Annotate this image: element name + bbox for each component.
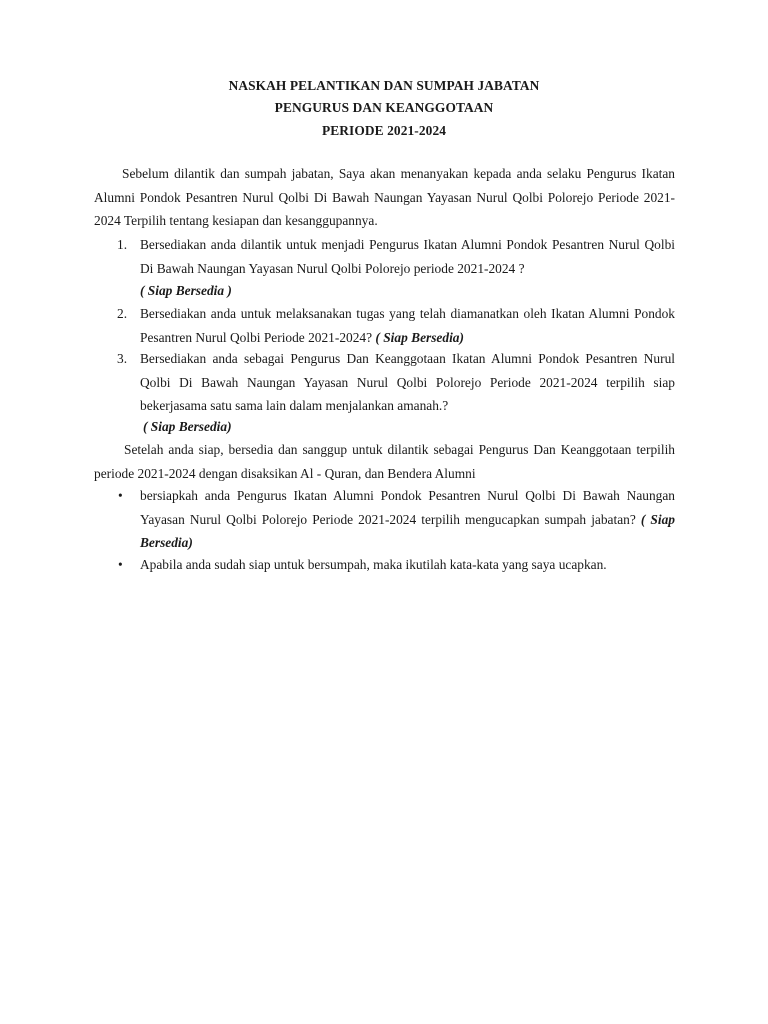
question-1-answer: ( Siap Bersedia ) xyxy=(140,283,232,298)
bullet-icon: • xyxy=(118,488,123,503)
intro-paragraph: Sebelum dilantik dan sumpah jabatan, Saya akan menanyakan kepada anda selaku Pengurus Ikatan Alumni Pondok Pesantren Nurul Qolbi Di Bawah Naungan Yayasan Nurul Qolbi Polorejo Periode 2021-2024 Terpilih tentang kesiapan dan kesanggupannya. xyxy=(94,166,675,228)
question-number-2: 2. xyxy=(117,306,128,321)
bullet-1-body: bersiapkah anda Pengurus Ikatan Alumni Pondok Pesantren Nurul Qolbi Di Bawah Naungan Yayasan Nurul Qolbi Polorejo Periode 2021-2024 terpilih mengucapkan sumpah jabatan? xyxy=(140,488,675,527)
title-line-1: NASKAH PELANTIKAN DAN SUMPAH JABATAN xyxy=(228,78,540,93)
bullet-2-text: Apabila anda sudah siap untuk bersumpah, maka ikutilah kata-kata yang saya ucapkan. xyxy=(140,557,607,572)
question-3-answer: ( Siap Bersedia) xyxy=(143,419,232,434)
question-3-text: Bersediakan anda sebagai Pengurus Dan Keanggotaan Ikatan Alumni Pondok Pesantren Nurul Qolbi Di Bawah Naungan Yayasan Nurul Qolbi Polorejo Periode 2021-2024 terpilih siap bekerjasama satu sama lain dalam menjalankan amanah.? xyxy=(140,351,675,413)
bullet-1-text xyxy=(140,484,675,555)
title-line-2: PENGURUS DAN KEANGGOTAAN xyxy=(274,100,494,115)
question-1-text: Bersediakan anda dilantik untuk menjadi Pengurus Ikatan Alumni Pondok Pesantren Nurul Qolbi Di Bawah Naungan Yayasan Nurul Qolbi Polorejo periode 2021-2024 ? xyxy=(140,237,675,276)
question-number-1: 1. xyxy=(117,237,128,252)
title-line-3: PERIODE 2021-2024 xyxy=(321,123,447,138)
transition-paragraph: Setelah anda siap, bersedia dan sanggup untuk dilantik sebagai Pengurus Dan Keanggotaan terpilih periode 2021-2024 dengan disaksikan Al - Quran, dan Bendera Alumni xyxy=(94,442,675,481)
question-2-body: Bersediakan anda untuk melaksanakan tugas yang telah diamanatkan oleh Ikatan Alumni Pondok Pesantren Nurul Qolbi Periode 2021-2024? xyxy=(140,306,675,345)
question-2-answer: ( Siap Bersedia) xyxy=(375,329,464,345)
bullet-icon: • xyxy=(118,557,123,572)
question-number-3: 3. xyxy=(117,351,128,366)
bullet-1-answer: ( Siap Bersedia) xyxy=(140,511,675,550)
question-2-text xyxy=(140,302,675,349)
